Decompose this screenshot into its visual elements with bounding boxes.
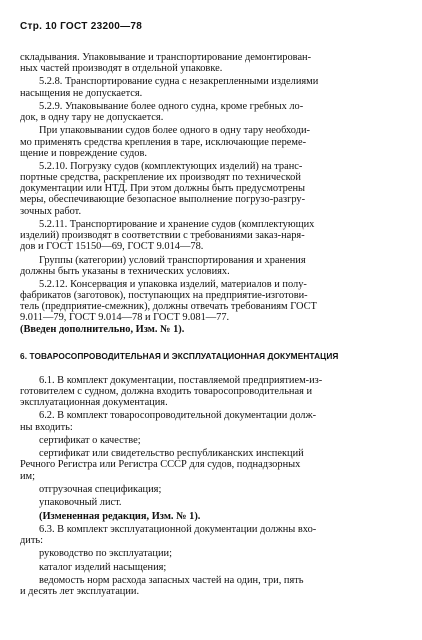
text-line: фабрикатов (заготовок), поступающих на предприятие-изготови- (20, 290, 308, 302)
text-line: руководство по эксплуатации; (39, 548, 172, 560)
text-line: меры, обеспечивающие безопасное выполнение погрузо-разгру- (20, 194, 306, 206)
text-line: 6.3. В комплект эксплуатационной документации должны вхо- (39, 523, 317, 535)
document-body (20, 52, 408, 597)
section-spacer (20, 362, 408, 373)
text-line: 5.2.10. Погрузку судов (комплектующих изделий) на транс- (39, 161, 303, 173)
section-spacer (20, 335, 408, 350)
text-line: должны быть указаны в технических условиях. (20, 265, 230, 277)
text-line: 6.2. В комплект товаросопроводительной документации долж- (39, 410, 317, 422)
text-line: дов и ГОСТ 15150—69, ГОСТ 9.014—78. (20, 241, 204, 253)
text-line: ных частей производят в отдельной упаковке. (20, 63, 223, 75)
text-line: 5.2.8. Транспортирование судна с незакрепленными изделиями (39, 76, 319, 88)
page-header: Стр. 10 ГОСТ 23200—78 (20, 21, 143, 32)
text-line: сертификат о качестве; (39, 434, 141, 446)
text-line: упаковочный лист. (39, 497, 122, 509)
text-line: эксплуатационная документация. (20, 397, 168, 409)
text-line: дить: (20, 535, 44, 547)
text-line: ведомость норм расхода запасных частей на один, три, пять (39, 575, 304, 586)
text-line: 9.011—79, ГОСТ 9.014—78 и ГОСТ 9.081—77. (20, 312, 230, 324)
text-line: 5.2.12. Консервация и упаковка изделий, материалов и полу- (39, 278, 307, 290)
section-heading: 6. ТОВАРОСОПРОВОДИТЕЛЬНАЯ И ЭКСПЛУАТАЦИОННАЯ ДОКУМЕНТАЦИЯ (20, 350, 339, 361)
text-line: готовителем с судном, должна входить товаросопроводительная и (20, 386, 313, 398)
text-line: тель (предприятие-смежник), должны отвечать требованиям ГОСТ (20, 301, 317, 313)
amendment-note: (Измененная редакция, Изм. № 1). (39, 510, 201, 522)
text-line: док, в одну тару не допускается. (20, 112, 164, 124)
text-line: насыщения не допускается. (20, 87, 143, 99)
text-line: При упаковывании судов более одного в одну тару необходи- (39, 125, 311, 137)
text-line: Речного Регистра или Регистра СССР для судов, поднадзорных (20, 459, 301, 471)
text-line: 6.1. В комплект документации, поставляемой предприятием-из- (39, 374, 323, 386)
text-line: изделий) производят в соответствии с требованиями заказ-наря- (20, 230, 305, 242)
text-line: мо применять средства крепления в таре, исключающие переме- (20, 136, 307, 148)
text-line: отгрузочная спецификация; (39, 483, 162, 495)
text-line: документации или НТД. При этом должны быть предусмотрены (20, 183, 305, 195)
text-line: и десять лет эксплуатации. (20, 586, 140, 598)
text-line: складывания. Упаковывание и транспортирование демонтирован- (20, 52, 312, 63)
amendment-note: (Введен дополнительно, Изм. № 1). (20, 323, 185, 335)
text-line: щение и повреждение судов. (20, 147, 147, 159)
text-line: 5.2.11. Транспортирование и хранение судов (комплектующих (39, 218, 315, 230)
text-line: им; (20, 470, 36, 482)
text-line: портные средства, раскрепление их производят по технической (20, 172, 301, 184)
text-line: ны входить: (20, 421, 73, 433)
text-line: 5.2.9. Упаковывание более одного судна, кроме гребных ло- (39, 100, 304, 112)
text-line: каталог изделий насыщения; (39, 561, 167, 573)
text-line: Группы (категории) условий транспортирования и хранения (39, 254, 306, 266)
text-line: зочных работ. (20, 205, 82, 217)
text-line: сертификат или свидетельство республиканских инспекций (39, 448, 304, 460)
